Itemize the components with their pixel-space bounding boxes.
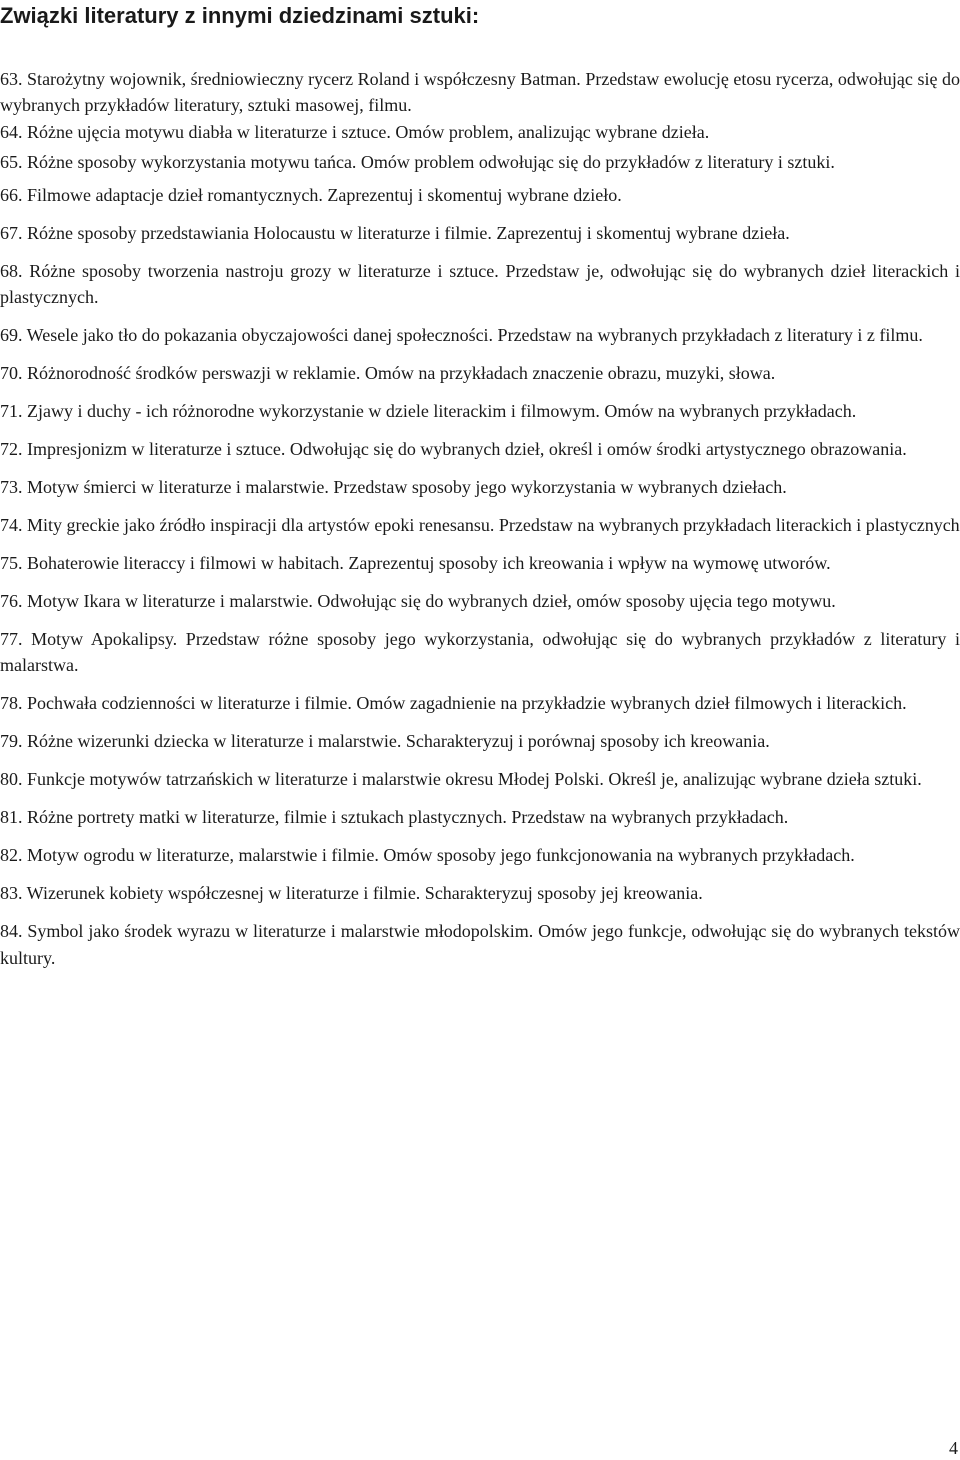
list-item: 79. Różne wizerunki dziecka w literaturze i malarstwie. Scharakteryzuj i porównaj sposoby ich kreowania. xyxy=(0,731,770,752)
topic-list xyxy=(0,66,960,983)
list-item: 74. Mity greckie jako źródło inspiracji dla artystów epoki renesansu. Przedstaw na wybranych przykładach literackich i plastycznych xyxy=(0,515,960,536)
list-item: 65. Różne sposoby wykorzystania motywu tańca. Omów problem odwołując się do przykładów z literatury i sztuki. xyxy=(0,151,835,172)
list-item: 66. Filmowe adaptacje dzieł romantycznych. Zaprezentuj i skomentuj wybrane dzieło. xyxy=(0,184,622,205)
list-item: 77. Motyw Apokalipsy. Przedstaw różne sposoby jego wykorzystania, odwołując się do wybranych przykładów z literatury i malarstwa. xyxy=(0,629,960,676)
list-item: 67. Różne sposoby przedstawiania Holocaustu w literaturze i filmie. Zaprezentuj i skomentuj wybrane dzieła. xyxy=(0,222,790,243)
list-item: 64. Różne ujęcia motywu diabła w literaturze i sztuce. Omów problem, analizując wybrane dzieła. xyxy=(0,121,710,142)
list-item: 73. Motyw śmierci w literaturze i malarstwie. Przedstaw sposoby jego wykorzystania w wybranych dziełach. xyxy=(0,477,787,498)
list-item: 76. Motyw Ikara w literaturze i malarstwie. Odwołując się do wybranych dzieł, omów sposoby ujęcia tego motywu. xyxy=(0,591,836,612)
list-item: 83. Wizerunek kobiety współczesnej w literaturze i filmie. Scharakteryzuj sposoby jej kreowania. xyxy=(0,883,703,904)
list-item: 82. Motyw ogrodu w literaturze, malarstwie i filmie. Omów sposoby jego funkcjonowania na wybranych przykładach. xyxy=(0,845,855,866)
list-item: 71. Zjawy i duchy - ich różnorodne wykorzystanie w dziele literackim i filmowym. Omów na wybranych przykładach. xyxy=(0,401,857,422)
list-item: 78. Pochwała codzienności w literaturze i filmie. Omów zagadnienie na przykładzie wybranych dzieł filmowych i literackich. xyxy=(0,693,907,714)
page-number: 4 xyxy=(949,1438,958,1458)
list-item: 63. Starożytny wojownik, średniowieczny rycerz Roland i współczesny Batman. Przedstaw ewolucję etosu rycerza, odwołując się do wybranych przykładów literatury, sztuki masowej, filmu. xyxy=(0,69,960,116)
list-item: 81. Różne portrety matki w literaturze, filmie i sztukach plastycznych. Przedstaw na wybranych przykładach. xyxy=(0,807,789,828)
list-item: 75. Bohaterowie literaccy i filmowi w habitach. Zaprezentuj sposoby ich kreowania i wpływ na wymowę utworów. xyxy=(0,553,831,574)
list-item: 70. Różnorodność środków perswazji w reklamie. Omów na przykładach znaczenie obrazu, muzyki, słowa. xyxy=(0,363,776,384)
list-item: 84. Symbol jako środek wyrazu w literaturze i malarstwie młodopolskim. Omów jego funkcje, odwołując się do wybranych tekstów kultury. xyxy=(0,921,960,968)
list-item: 72. Impresjonizm w literaturze i sztuce. Odwołując się do wybranych dzieł, określ i omów środki artystycznego obrazowania. xyxy=(0,439,907,460)
page-title: Związki literatury z innymi dziedzinami sztuki: xyxy=(0,3,480,28)
list-item: 80. Funkcje motywów tatrzańskich w literaturze i malarstwie okresu Młodej Polski. Określ je, analizując wybrane dzieła sztuki. xyxy=(0,769,922,790)
list-item: 69. Wesele jako tło do pokazania obyczajowości danej społeczności. Przedstaw na wybranych przykładach z literatury i z filmu. xyxy=(0,325,923,346)
list-item: 68. Różne sposoby tworzenia nastroju grozy w literaturze i sztuce. Przedstaw je, odwołując się do wybranych dzieł literackich i plastycznych. xyxy=(0,260,960,308)
